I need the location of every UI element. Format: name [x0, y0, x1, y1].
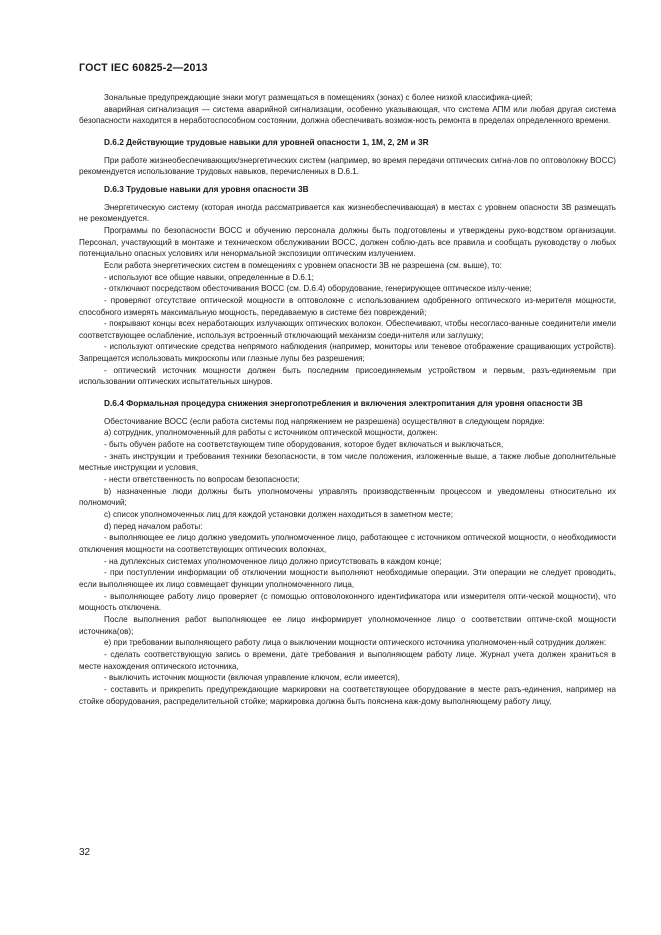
list-item: - на дуплексных системах уполномоченное лицо должно присутствовать в каждом конце; — [104, 556, 442, 566]
list-item: c) список уполномоченных лиц для каждой установки должен находиться в заметном месте; — [104, 510, 454, 519]
list-item: - выполняющее ее лицо должно уведомить уполномоченное лицо, работающее с источником оптической мощности, о необходимости отключения мощности на соответствующих оптических волокнах, — [79, 533, 616, 554]
section-heading: D.6.3 Трудовые навыки для уровня опасности 3B — [104, 183, 309, 194]
document-body — [79, 92, 616, 707]
list-item: - сделать соответствующую запись о времени, дате требования и выполняющем работу лице. Журнал учета должен храниться в месте нахождения оптического источника, — [79, 649, 616, 671]
list-item: - отключают посредством обесточивания ВОСС (см. D.6.4) оборудование, генерирующее оптическое излу-чение; — [104, 284, 532, 294]
list-item: - выключить источник мощности (включая управление ключом, если имеется), — [104, 673, 400, 683]
list-item: - выполняющее работу лицо проверяет (с помощью оптоволоконного идентификатора или измерителя опти-ческой мощности), что мощность отключена. — [79, 591, 616, 613]
list-item: - покрывают концы всех неработающих излучающих оптических волокон. Обеспечивают, чтобы несогласо-ванные соединители имели соответствующее ослабление, используя встроенный отключающий механизм соеди-нителя или заглушку; — [79, 319, 616, 340]
page-header: ГОСТ IEC 60825-2—2013 — [79, 62, 208, 74]
list-item: - при поступлении информации об отключении мощности выполняют необходимые операции. Эти операции не следует проводить, если выполняющее их лицо совмещает функции уполномоченного лица, — [79, 568, 616, 589]
paragraph: Программы по безопасности ВОСС и обучению персонала должны быть подготовлены и утверждены руко-водством организации. Персонал, участвующий в монтаже и техническом обслуживании ВОСС, должен соблю-дать все правила и сообщать руководству о любых потенциально опасных условиях или ненормальной экспозиции оптическим излучением. — [79, 225, 616, 259]
list-item: - составить и прикрепить предупреждающие маркировки на соответствующее оборудование в месте разъ-единения, например на стойке оборудования, распределительной стойке; маркировка должна быть пояснена каж-дому выполняющему работу лицу, — [79, 684, 616, 706]
paragraph: При работе жизнеобеспечивающих/энергетических систем (например, во время передачи оптических сигна-лов по оптоволокну ВОСС) рекомендуется использование трудовых навыков, перечисленных в D.6.1. — [79, 155, 616, 177]
list-item: b) назначенные люди должны быть уполномочены управлять производственным процессом и уведомлены относительно их полномочий; — [79, 486, 616, 508]
list-item: e) при требовании выполняющего работу лица о выключении мощности оптического источника уполномочен-ный сотрудник должен: — [104, 638, 607, 648]
section-heading: D.6.2 Действующие трудовые навыки для уровней опасности 1, 1M, 2, 2M и 3R — [104, 136, 429, 147]
paragraph: Обесточивание ВОСС (если работа системы под напряжением не разрешена) осуществляют в следующем порядке: — [104, 416, 545, 426]
list-item: - оптический источник мощности должен быть последним присоединяемым устройством и первым, разъ-единяемым при использовании оптических испытательных шнуров. — [79, 365, 616, 387]
list-item: - используют оптические средства непрямого наблюдения (например, мониторы или теневое отображение сращивающих устройств). Запрещается использовать микроскопы или глазные лупы без разрешения; — [79, 342, 616, 364]
list-item: - быть обучен работе на соответствующем типе оборудования, которое будет включаться и выключаться, — [104, 440, 504, 450]
paragraph: После выполнения работ выполняющее ее лицо информирует уполномоченное лицо о соответствии оптиче-ской мощности источника(ов); — [79, 614, 616, 636]
list-item: - знать инструкции и требования техники безопасности, в том числе положения, изложенные выше, а также любые дополнительные местные инструкции и условия, — [79, 451, 616, 473]
page-number: 32 — [79, 847, 91, 858]
list-item: - используют все общие навыки, определенные в D.6.1; — [104, 272, 314, 282]
paragraph: Зональные предупреждающие знаки могут размещаться в помещениях (зонах) с более низкой классифика-цией; — [104, 93, 533, 102]
paragraph: Если работа энергетических систем в помещениях с уровнем опасности 3B не разрешена (см. выше), то: — [104, 260, 502, 270]
list-item: d) перед началом работы: — [104, 521, 203, 531]
list-item: а) сотрудник, уполномоченный для работы с источником оптической мощности, должен: — [104, 428, 438, 438]
section-heading: D.6.4 Формальная процедура снижения энергопотребления и включения электропитания для уровня опасности 3B — [104, 398, 583, 409]
paragraph: Энергетическую систему (которая иногда рассматривается как жизнеобеспечивающая) в местах с уровнем опасности 3B размещать не рекомендуется. — [79, 202, 616, 224]
list-item: - проверяют отсутствие оптической мощности в оптоволокне с использованием одобренного оптического из-мерителя мощности, способного измерять максимальную мощность, передаваемую в системе без повреждений; — [79, 295, 616, 317]
paragraph: аварийная сигнализация — система аварийной сигнализации, особенно указывающая, что система АПМ или любая другая система безопасности находится в неработоспособном состоянии, должна обеспечивать возмож-ность ремонта в пределах определенного времени. — [79, 104, 616, 126]
list-item: - нести ответственность по вопросам безопасности; — [104, 475, 300, 485]
